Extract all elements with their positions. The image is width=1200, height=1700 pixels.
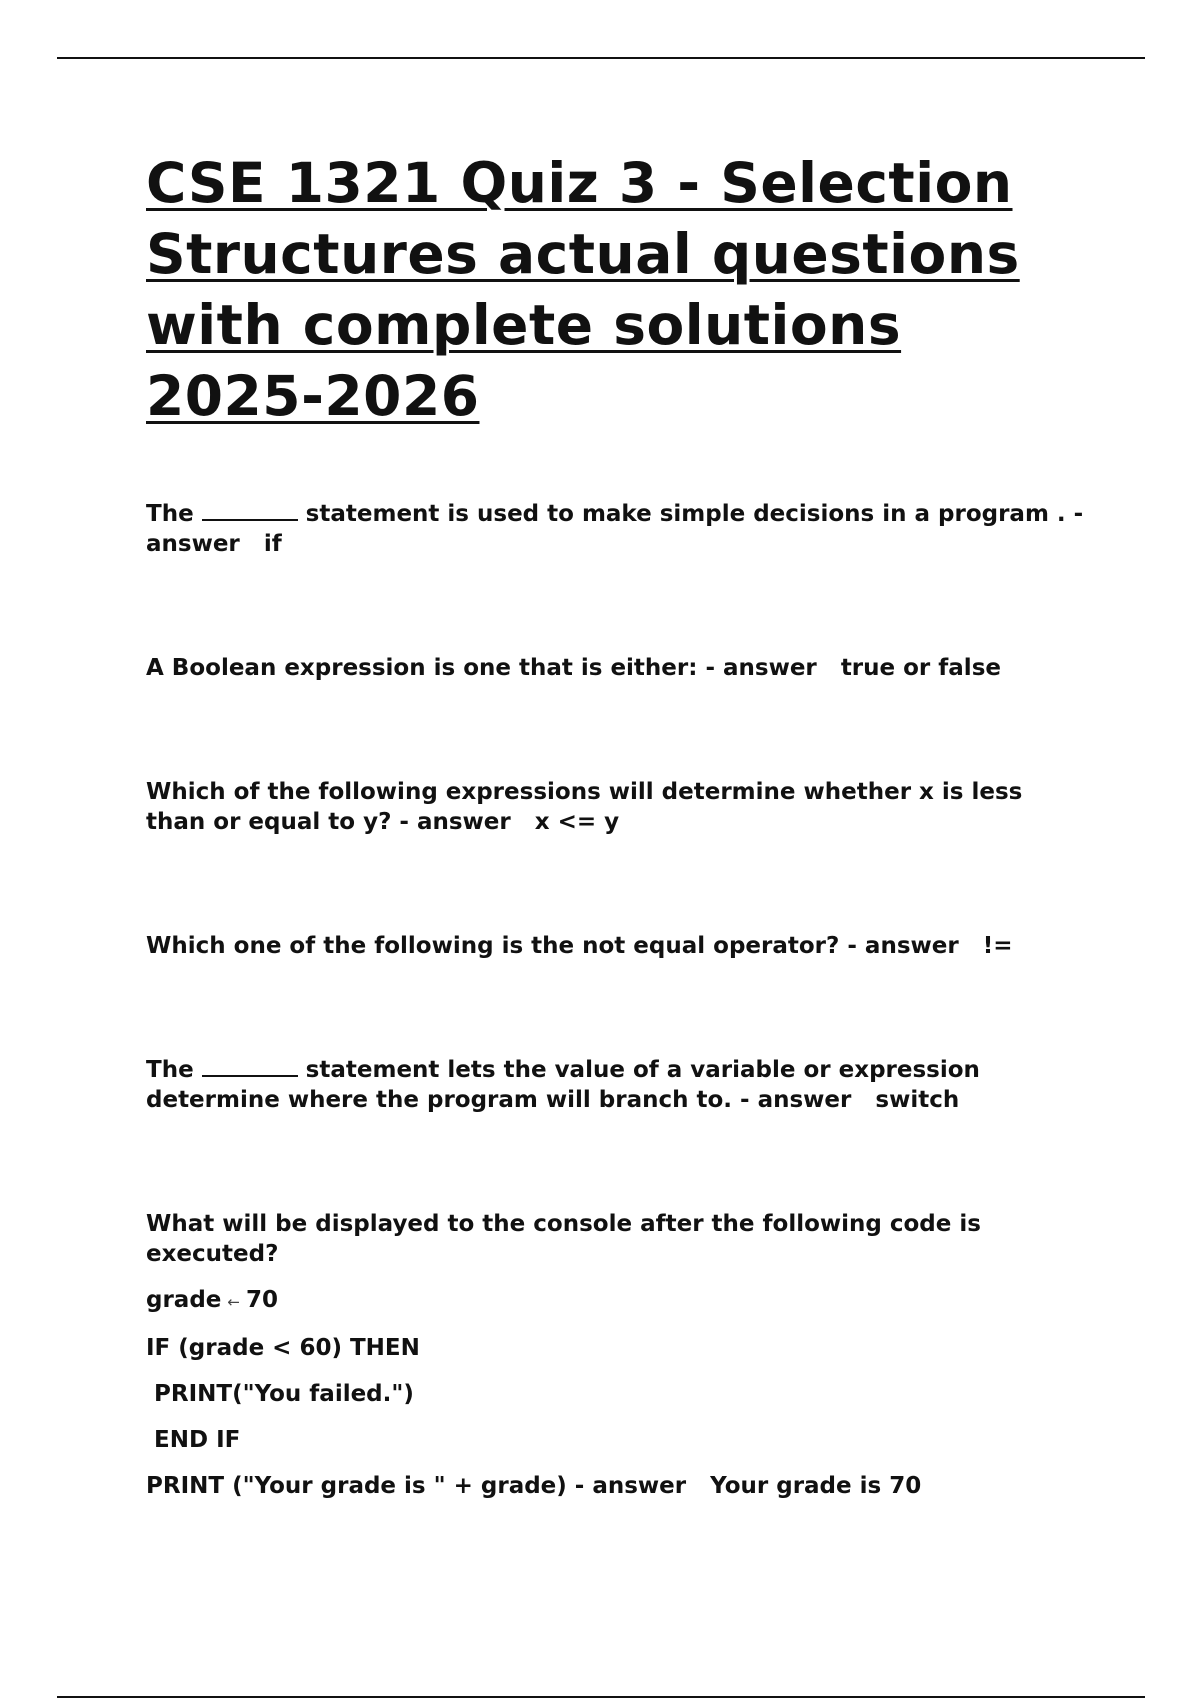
qa-item-1 [146,499,1086,559]
qa-list [146,499,1086,1501]
code-value: 70 [245,1287,278,1313]
pseudocode-block [146,1285,1086,1501]
code-variable: grade [146,1287,222,1313]
document-title: CSE 1321 Quiz 3 - Selection Structures actual questions with complete solutions 2025-2026 [146,151,1020,428]
question-text: Which one of the following is the not equal operator? - answer [146,933,959,959]
question-text: The [146,501,202,527]
fill-in-blank [202,501,298,521]
qa-item-6 [146,1209,1086,1501]
code-line: END IF [146,1427,241,1453]
assignment-arrow-icon: ← [227,1293,240,1311]
document-body [146,148,1086,1501]
code-line: PRINT("You failed.") [146,1381,414,1407]
answer-text: true or false [840,655,1001,681]
code-line [146,1471,1086,1501]
question-text: What will be displayed to the console after the following code is executed? [146,1211,981,1267]
question-text: A Boolean expression is one that is either: - answer [146,655,817,681]
qa-item-5 [146,1055,1086,1115]
fill-in-blank [202,1057,298,1077]
answer-text: switch [875,1087,960,1113]
bottom-rule [57,1696,1145,1698]
question-text: statement is used to make simple decisions in a program . - answer [146,501,1084,557]
top-rule [57,57,1145,59]
question-text: The [146,1057,202,1083]
qa-item-4 [146,931,1086,961]
qa-item-2 [146,653,1086,683]
answer-text: x <= y [534,809,620,835]
code-text: PRINT ("Your grade is " + grade) - answer [146,1473,687,1499]
question-text: statement lets the value of a variable or expression determine where the program will branch to. - answer [146,1057,980,1113]
answer-text: != [982,933,1013,959]
answer-text: if [263,531,282,557]
code-line [146,1285,1086,1317]
question-text: Which of the following expressions will determine whether x is less than or equal to y? - answer [146,779,1023,835]
qa-item-3 [146,777,1086,837]
answer-text: Your grade is 70 [710,1473,922,1499]
code-line: IF (grade < 60) THEN [146,1335,420,1361]
